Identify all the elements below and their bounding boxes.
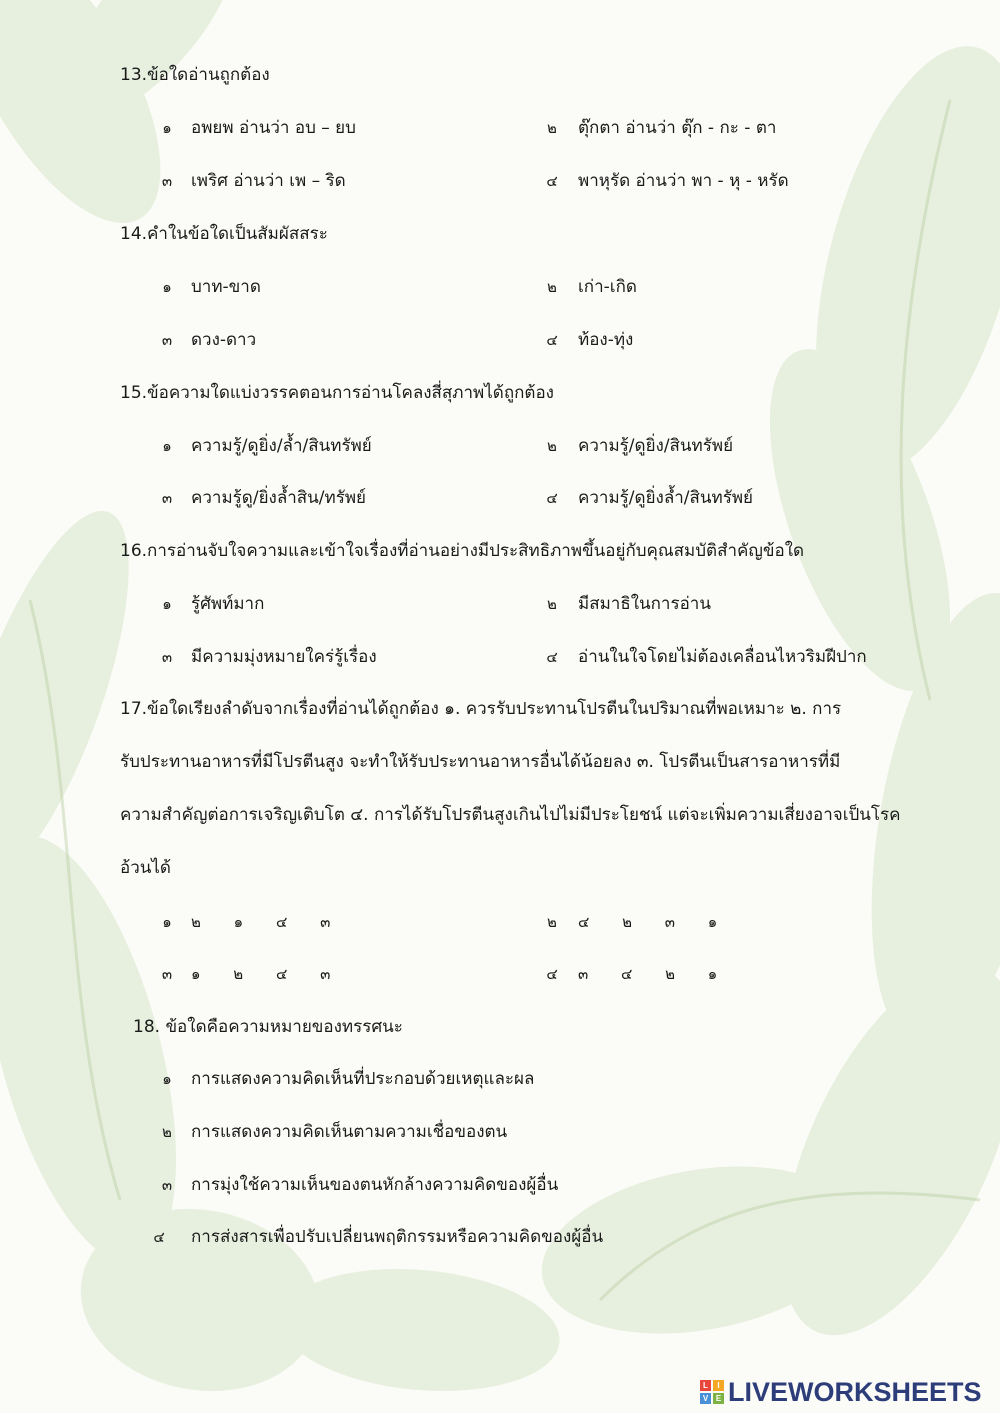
option-number: ๔ — [546, 965, 558, 983]
option-number: ๓ — [161, 331, 173, 349]
logo-letter: V — [700, 1393, 711, 1404]
question-17-line-2: รับประทานอาหารที่มีโปรตีนสูง จะทำให้รับประทานอาหารอื่นได้น้อยลง ๓. โปรตีนเป็นสารอาหารที่มี — [120, 752, 841, 772]
question-15-title: 15.ข้อความใดแบ่งวรรคตอนการอ่านโคลงสี่สุภาพได้ถูกต้อง — [120, 383, 554, 403]
option-number: ๔ — [546, 489, 558, 507]
question-13-title: 13.ข้อใดอ่านถูกต้อง — [120, 65, 270, 85]
option-text: การแสดงความคิดเห็นที่ประกอบด้วยเหตุและผล — [191, 1069, 535, 1089]
liveworksheets-logo[interactable] — [700, 1377, 982, 1407]
option-text: ความรู้/ดูยิ่ง/ล้ำ/สินทรัพย์ — [191, 436, 372, 456]
question-18-title: 18. ข้อใดคือความหมายของทรรศนะ — [133, 1017, 403, 1037]
option-number: ๓ — [161, 172, 173, 190]
option-number: ๒ — [547, 595, 557, 613]
question-17-line-4: อ้วนได้ — [120, 858, 171, 878]
option-text: ๑ ๒ ๔ ๓ — [191, 965, 345, 983]
option-text: บาท-ขาด — [191, 277, 261, 297]
option-text: อ่านในใจโดยไม่ต้องเคลื่อนไหวริมฝีปาก — [578, 647, 867, 667]
option-text: ๒ ๑ ๔ ๓ — [191, 913, 345, 931]
option-text: ๓ ๔ ๒ ๑ — [578, 965, 732, 983]
logo-letter: I — [713, 1380, 724, 1391]
option-number: ๓ — [161, 1176, 173, 1194]
option-text: รู้ศัพท์มาก — [191, 594, 265, 614]
option-text: ความรู้/ดูยิ่ง/สินทรัพย์ — [578, 436, 734, 456]
option-text: เก่า-เกิด — [578, 277, 637, 297]
option-number: ๑ — [162, 119, 172, 137]
option-number: ๑ — [162, 595, 172, 613]
option-text: เพริศ อ่านว่า เพ – ริด — [191, 171, 346, 191]
option-number: ๔ — [153, 1228, 165, 1246]
option-number: ๒ — [547, 437, 557, 455]
option-text: ตุ๊กตา อ่านว่า ตุ๊ก - กะ - ตา — [578, 118, 777, 138]
option-number: ๔ — [546, 331, 558, 349]
option-text: ดวง-ดาว — [191, 330, 257, 350]
option-number: ๒ — [547, 278, 557, 296]
option-number: ๒ — [162, 1123, 172, 1141]
question-14-title: 14.คำในข้อใดเป็นสัมผัสสระ — [120, 224, 328, 244]
question-17-line-1: 17.ข้อใดเรียงลำดับจากเรื่องที่อ่านได้ถูกต้อง ๑. ควรรับประทานโปรตีนในปริมาณที่พอเหมาะ ๒. การ — [120, 699, 842, 719]
logo-mark-icon — [700, 1380, 724, 1404]
option-number: ๓ — [161, 965, 173, 983]
option-number: ๓ — [161, 489, 173, 507]
logo-text: LIVEWORKSHEETS — [728, 1376, 982, 1407]
option-number: ๑ — [162, 913, 172, 931]
option-number: ๓ — [161, 648, 173, 666]
question-17-line-3: ความสำคัญต่อการเจริญเติบโต ๔. การได้รับโปรตีนสูงเกินไปไม่มีประโยชน์ แต่จะเพิ่มความเสี่ยงอาจเป็นโรค — [120, 805, 901, 825]
option-text: มีความมุ่งหมายใคร่รู้เรื่อง — [191, 647, 377, 667]
option-text: การแสดงความคิดเห็นตามความเชื่อของตน — [191, 1122, 508, 1142]
option-text: การส่งสารเพื่อปรับเปลี่ยนพฤติกรรมหรือความคิดของผู้อื่น — [191, 1227, 604, 1247]
option-text: อพยพ อ่านว่า อบ – ยบ — [191, 118, 356, 138]
option-number: ๑ — [162, 278, 172, 296]
option-text: ความรู้ดู/ยิ่งล้ำสิน/ทรัพย์ — [191, 488, 367, 508]
logo-letter: L — [700, 1380, 711, 1391]
option-number: ๔ — [546, 648, 558, 666]
option-number: ๒ — [547, 119, 557, 137]
option-text: มีสมาธิในการอ่าน — [578, 594, 711, 614]
logo-letter: E — [713, 1393, 724, 1404]
option-number: ๑ — [162, 437, 172, 455]
option-number: ๑ — [162, 1070, 172, 1088]
option-number: ๔ — [546, 172, 558, 190]
option-text: การมุ่งใช้ความเห็นของตนหักล้างความคิดของผู้อื่น — [191, 1175, 559, 1195]
option-text: ท้อง-ทุ่ง — [578, 330, 634, 350]
option-text: ความรู้/ดูยิ่งล้ำ/สินทรัพย์ — [578, 488, 754, 508]
question-16-title: 16.การอ่านจับใจความและเข้าใจเรื่องที่อ่านอย่างมีประสิทธิภาพขึ้นอยู่กับคุณสมบัติสำคัญข้อใด — [120, 541, 805, 561]
option-text: พาหุรัด อ่านว่า พา - หุ - หรัด — [578, 171, 789, 191]
option-text: ๔ ๒ ๓ ๑ — [578, 913, 732, 931]
option-number: ๒ — [547, 913, 557, 931]
